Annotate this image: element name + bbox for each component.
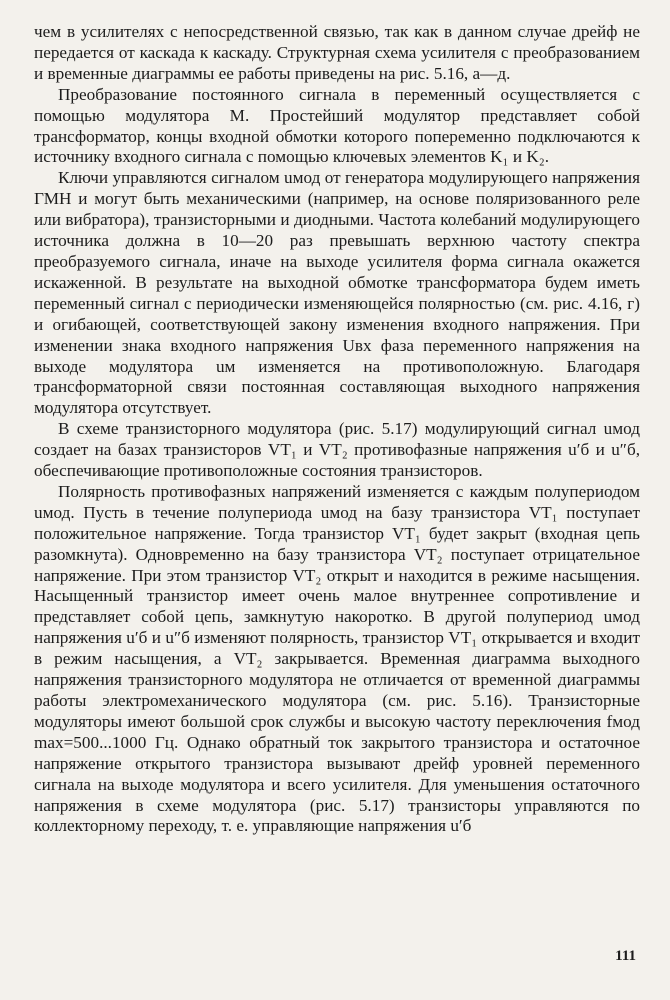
paragraph-continuation: чем в усилителях с непосредственной связью, так как в данном случае дрейф не передается от каскада к каскаду. Структурная схема усилителя с преобразованием и временные диаграммы ее работы приведены на рис. 5.16, а—д. [34, 22, 640, 83]
paragraph-polarity: Полярность противофазных напряжений изменяется с каждым полупериодом uмод. Пусть в течение полупериода uмод на базу транзистора VT₁ поступает положительное напряжение. Тогда транзистор VT₁ будет закрыт (входная цепь разомкнута). Одновременно на базу транзистора VT₂ поступает отрицательное напряжение. При этом транзистор VT₂ открыт и находится в режиме насыщения. Насыщенный транзистор имеет очень малое внутреннее сопротивление и представляет собой цепь, замкнутую накоротко. В другой полупериод uмод напряжения u′б и u″б изменяют полярность, транзистор VT₁ открывается и входит в режим насыщения, а VT₂ закрывается. Временная диаграмма выходного напряжения транзисторного модулятора не отличается от временной диаграммы работы электромеханического модулятора (см. рис. 5.16). Транзисторные модуляторы имеют большой срок службы и высокую частоту переключения fмод max=500...1000 Гц. Однако обратный ток закрытого транзистора и остаточное напряжение открытого транзистора вызывают дрейф уровней переменного сигнала на выходе модулятора и всего усилителя. Для уменьшения остаточного напряжения в схеме модулятора (рис. 5.17) транзисторы управляются по коллекторному переходу, т. е. управляющие напряжения u′б [34, 481, 640, 836]
paragraph-transistor-modulator: В схеме транзисторного модулятора (рис. 5.17) модулирующий сигнал uмод создает на базах транзисторов VT₁ и VT₂ противофазные напряжения u′б и u″б, обеспечивающие противоположные состояния транзисторов. [34, 419, 640, 481]
body-text [34, 22, 640, 837]
page-number: 111 [615, 948, 636, 964]
paragraph-keys: Ключи управляются сигналом uмод от генератора модулирующего напряжения ГМН и могут быть механическими (например, на основе поляризованного реле или вибратора), транзисторными и диодными. Частота колебаний модулирующего источника должна в 10—20 раз превышать верхнюю частоту спектра преобразуемого сигнала, иначе на выходе усилителя форма сигнала окажется искаженной. В результате на выходной обмотке трансформатора будем иметь переменный сигнал с периодически изменяющейся полярностью (см. рис. 4.16, г) и огибающей, соответствующей закону изменения входного напряжения. При изменении знака входного напряжения Uвх фаза переменного напряжения на выходе модулятора uм изменяется на противоположную. Благодаря трансформаторной связи постоянная составляющая выходного напряжения модулятора отсутствует. [34, 168, 640, 418]
paragraph-modulator: Преобразование постоянного сигнала в переменный осуществляется с помощью модулятора М. Простейший модулятор представляет собой трансформатор, концы входной обмотки которого попеременно подключаются к источнику входного сигнала с помощью ключевых элементов K₁ и K₂. [34, 84, 640, 167]
